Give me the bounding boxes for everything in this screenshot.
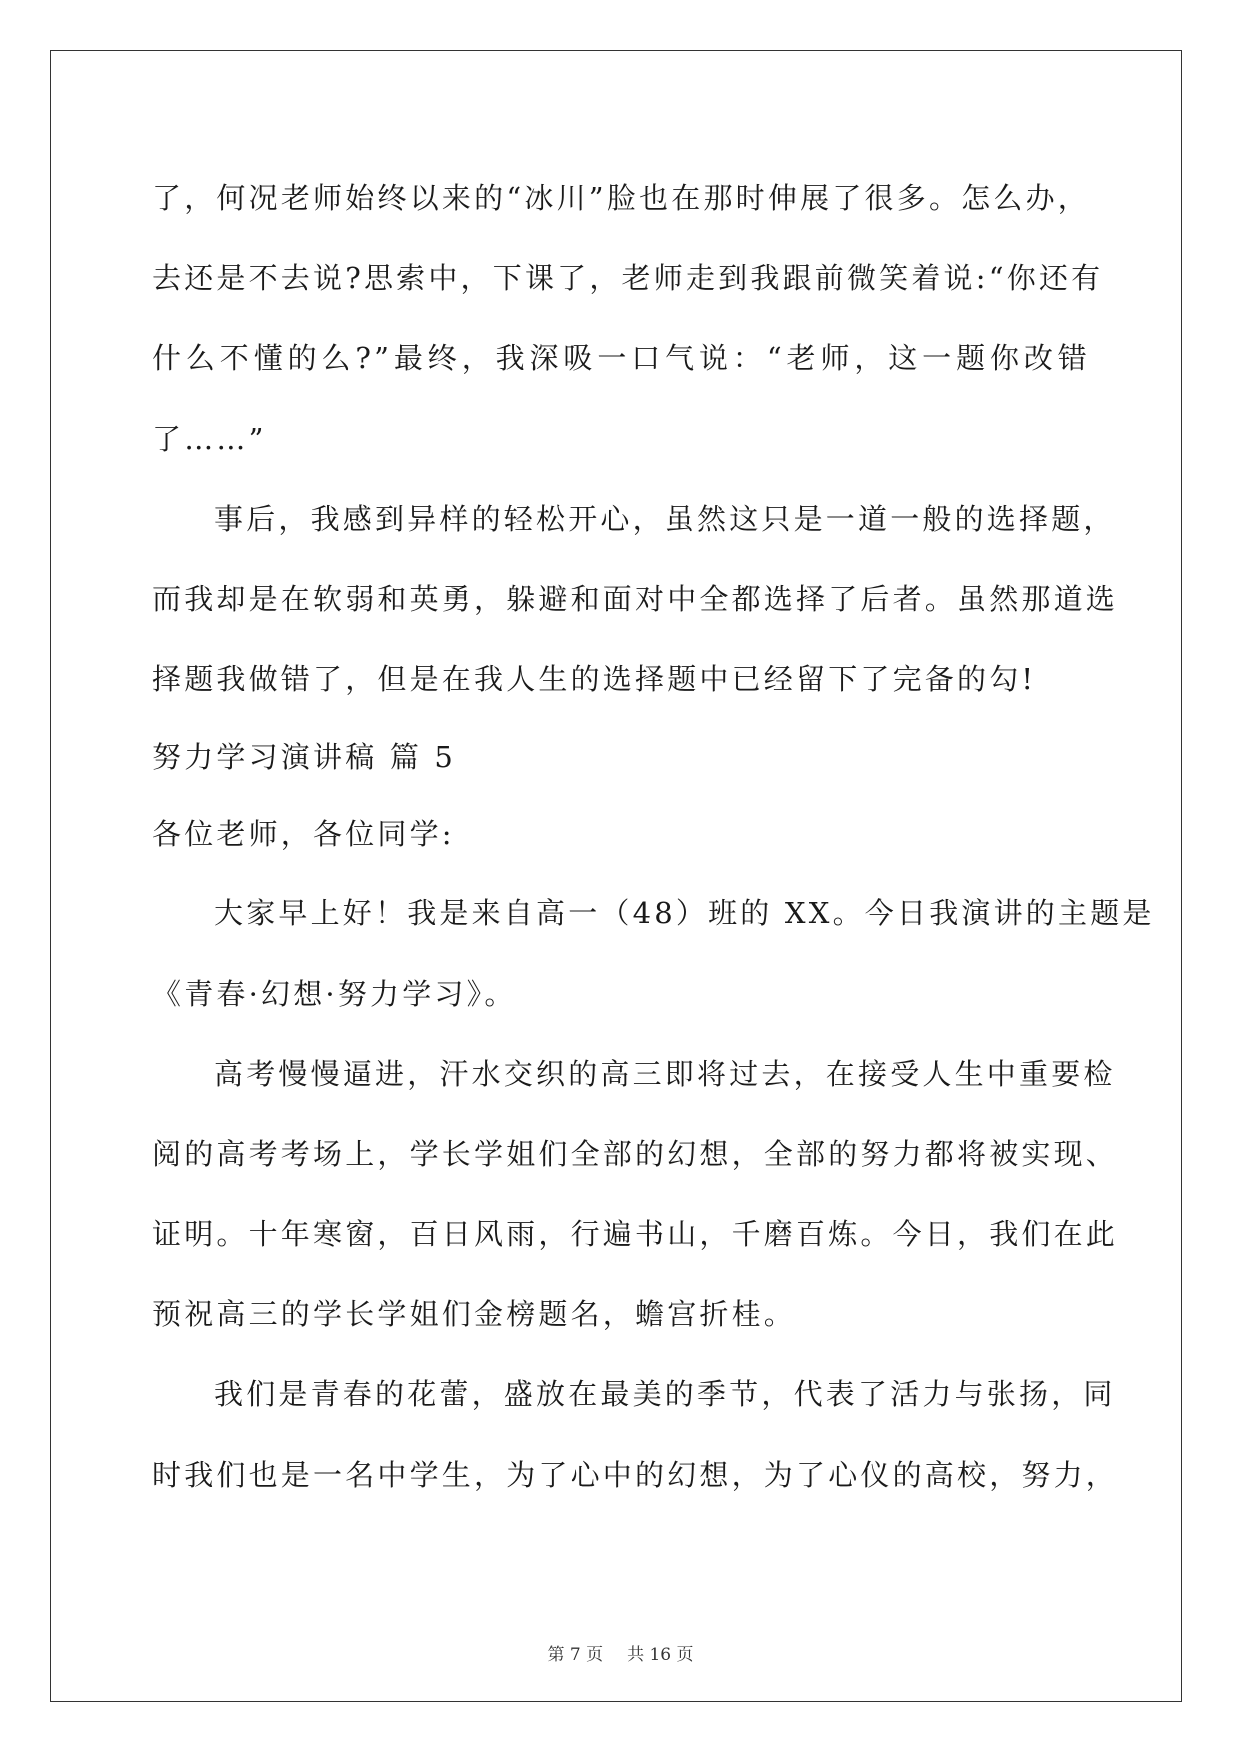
salutation: 各位老师，各位同学: [152,817,455,852]
text-line: 择题我做错了，但是在我人生的选择题中已经留下了完备的勾! [152,662,1037,697]
page-number: 第 7 页 [547,1645,604,1665]
text-line: 而我却是在软弱和英勇，躲避和面对中全都选择了后者。虽然那道选 [152,581,1119,616]
text-line: 什么不懂的么?”最终，我深吸一口气说：“老师，这一题你改错 [152,341,1090,376]
text-line: 《青春·幻想·努力学习》。 [152,976,517,1011]
total-pages: 共 16 页 [627,1645,694,1665]
page-footer [0,1640,1241,1665]
document-body [152,158,1155,1515]
text-line: 高考慢慢逼进，汗水交织的高三即将过去，在接受人生中重要检 [214,1056,1116,1091]
text-line: 了，何况老师始终以来的“冰川”脸也在那时伸展了很多。怎么办， [152,181,1090,215]
text-line: 了……” [152,421,267,456]
text-line: 去还是不去说?思索中，下课了，老师走到我跟前微笑着说:“你还有 [152,261,1104,296]
text-line: 我们是青春的花蕾，盛放在最美的季节，代表了活力与张扬，同 [214,1377,1116,1412]
text-line: 事后，我感到异样的轻松开心，虽然这只是一道一般的选择题， [214,501,1116,536]
text-line: 证明。十年寒窗，百日风雨，行遍书山，千磨百炼。今日，我们在此 [152,1217,1119,1252]
section-heading: 努力学习演讲稿 篇 5 [152,740,457,775]
text-line: 预祝高三的学长学姐们金榜题名，蟾宫折桂。 [152,1297,797,1332]
text-line: 阅的高考考场上，学长学姐们全部的幻想，全部的努力都将被实现、 [152,1136,1119,1171]
text-line: 大家早上好！我是来自高一（48）班的 XX。今日我演讲的主题是 [214,896,1155,931]
text-line: 时我们也是一名中学生，为了心中的幻想，为了心仪的高校，努力， [152,1457,1119,1492]
